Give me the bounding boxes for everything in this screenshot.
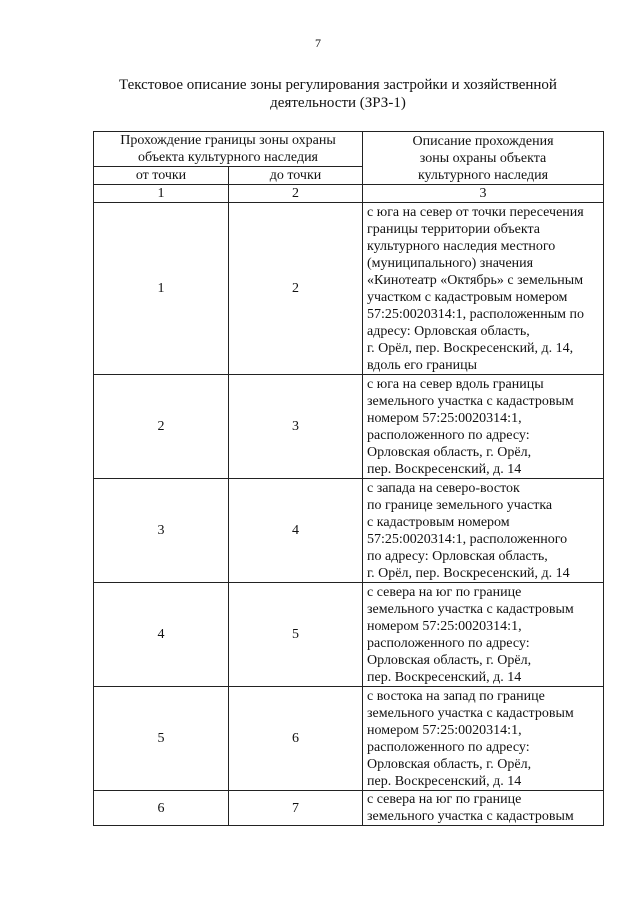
description-line: номером 57:25:0020314:1,	[367, 618, 522, 634]
title-line-2: деятельности (ЗРЗ-1)	[270, 95, 406, 111]
header-to-point: до точки	[229, 167, 363, 185]
description-line: с запада на северо-восток	[367, 480, 520, 496]
table-header	[94, 132, 604, 203]
cell-to-point: 7	[229, 791, 363, 826]
description-line: с юга на север от точки пересечения	[367, 204, 584, 220]
header-boundary-line-2: объекта культурного наследия	[138, 150, 318, 165]
description-line: участком с кадастровым номером	[367, 289, 568, 305]
description-line: (муниципального) значения	[367, 255, 534, 271]
cell-to-point: 5	[229, 583, 363, 687]
header-description-line-3: культурного наследия	[417, 167, 549, 183]
description-line: пер. Воскресенский, д. 14	[367, 773, 522, 789]
description-line: 57:25:0020314:1, расположенным по	[367, 306, 585, 322]
description-line: расположенного по адресу:	[367, 427, 530, 443]
description-line: пер. Воскресенский, д. 14	[367, 669, 522, 685]
header-description-line-2: зоны охраны объекта	[419, 150, 547, 166]
description-line: г. Орёл, пер. Воскресенский, д. 14,	[367, 340, 574, 356]
cell-from-point: 3	[94, 479, 229, 583]
description-line: Орловская область, г. Орёл,	[367, 756, 532, 772]
description-line: земельного участка с кадастровым	[367, 601, 574, 617]
description-line: вдоль его границы	[367, 357, 478, 373]
cell-from-point: 2	[94, 375, 229, 479]
cell-description	[363, 687, 604, 791]
table-row	[94, 687, 604, 791]
column-number-1: 1	[94, 185, 229, 203]
description-line: с кадастровым номером	[367, 514, 510, 530]
cell-description	[363, 583, 604, 687]
description-line: культурного наследия местного	[367, 238, 556, 254]
header-description	[363, 132, 604, 185]
description-line: земельного участка с кадастровым	[367, 393, 574, 409]
header-description-line-1: Описание прохождения	[412, 133, 554, 149]
page-number: 7	[315, 36, 321, 50]
table-row	[94, 479, 604, 583]
description-line: с севера на юг по границе	[367, 584, 522, 600]
title-line-1: Текстовое описание зоны регулирования застройки и хозяйственной	[119, 77, 557, 93]
description-line: расположенного по адресу:	[367, 635, 530, 651]
table-row	[94, 791, 604, 826]
header-from-point: от точки	[94, 167, 229, 185]
column-number-3: 3	[363, 185, 604, 203]
column-number-2: 2	[229, 185, 363, 203]
table-body	[94, 203, 604, 826]
cell-from-point: 6	[94, 791, 229, 826]
table-row	[94, 203, 604, 375]
zone-boundary-table	[93, 131, 604, 826]
description-line: номером 57:25:0020314:1,	[367, 410, 522, 426]
cell-to-point: 4	[229, 479, 363, 583]
cell-from-point: 5	[94, 687, 229, 791]
cell-from-point: 4	[94, 583, 229, 687]
description-line: Орловская область, г. Орёл,	[367, 652, 532, 668]
table-row	[94, 375, 604, 479]
description-line: 57:25:0020314:1, расположенного	[367, 531, 568, 547]
cell-description	[363, 479, 604, 583]
description-line: номером 57:25:0020314:1,	[367, 722, 522, 738]
description-line: с юга на север вдоль границы	[367, 376, 544, 392]
description-line: с востока на запад по границе	[367, 688, 545, 704]
description-line: «Кинотеатр «Октябрь» с земельным	[367, 272, 584, 288]
cell-description	[363, 375, 604, 479]
cell-to-point: 2	[229, 203, 363, 375]
description-line: земельного участка с кадастровым	[367, 705, 574, 721]
description-line: адресу: Орловская область,	[367, 323, 530, 339]
description-line: по адресу: Орловская область,	[367, 548, 548, 564]
cell-description	[363, 791, 604, 826]
description-line: Орловская область, г. Орёл,	[367, 444, 532, 460]
description-line: земельного участка с кадастровым	[367, 809, 574, 824]
cell-to-point: 3	[229, 375, 363, 479]
document-title	[88, 76, 588, 112]
description-line: расположенного по адресу:	[367, 739, 530, 755]
cell-to-point: 6	[229, 687, 363, 791]
table-row	[94, 583, 604, 687]
description-line: по границе земельного участка	[367, 497, 553, 513]
cell-description	[363, 203, 604, 375]
cell-from-point: 1	[94, 203, 229, 375]
header-boundary-group	[94, 132, 363, 167]
description-line: с севера на юг по границе	[367, 792, 522, 807]
description-line: пер. Воскресенский, д. 14	[367, 461, 522, 477]
description-line: границы территории объекта	[367, 221, 540, 237]
header-boundary-line-1: Прохождение границы зоны охраны	[120, 133, 336, 148]
description-line: г. Орёл, пер. Воскресенский, д. 14	[367, 565, 570, 581]
